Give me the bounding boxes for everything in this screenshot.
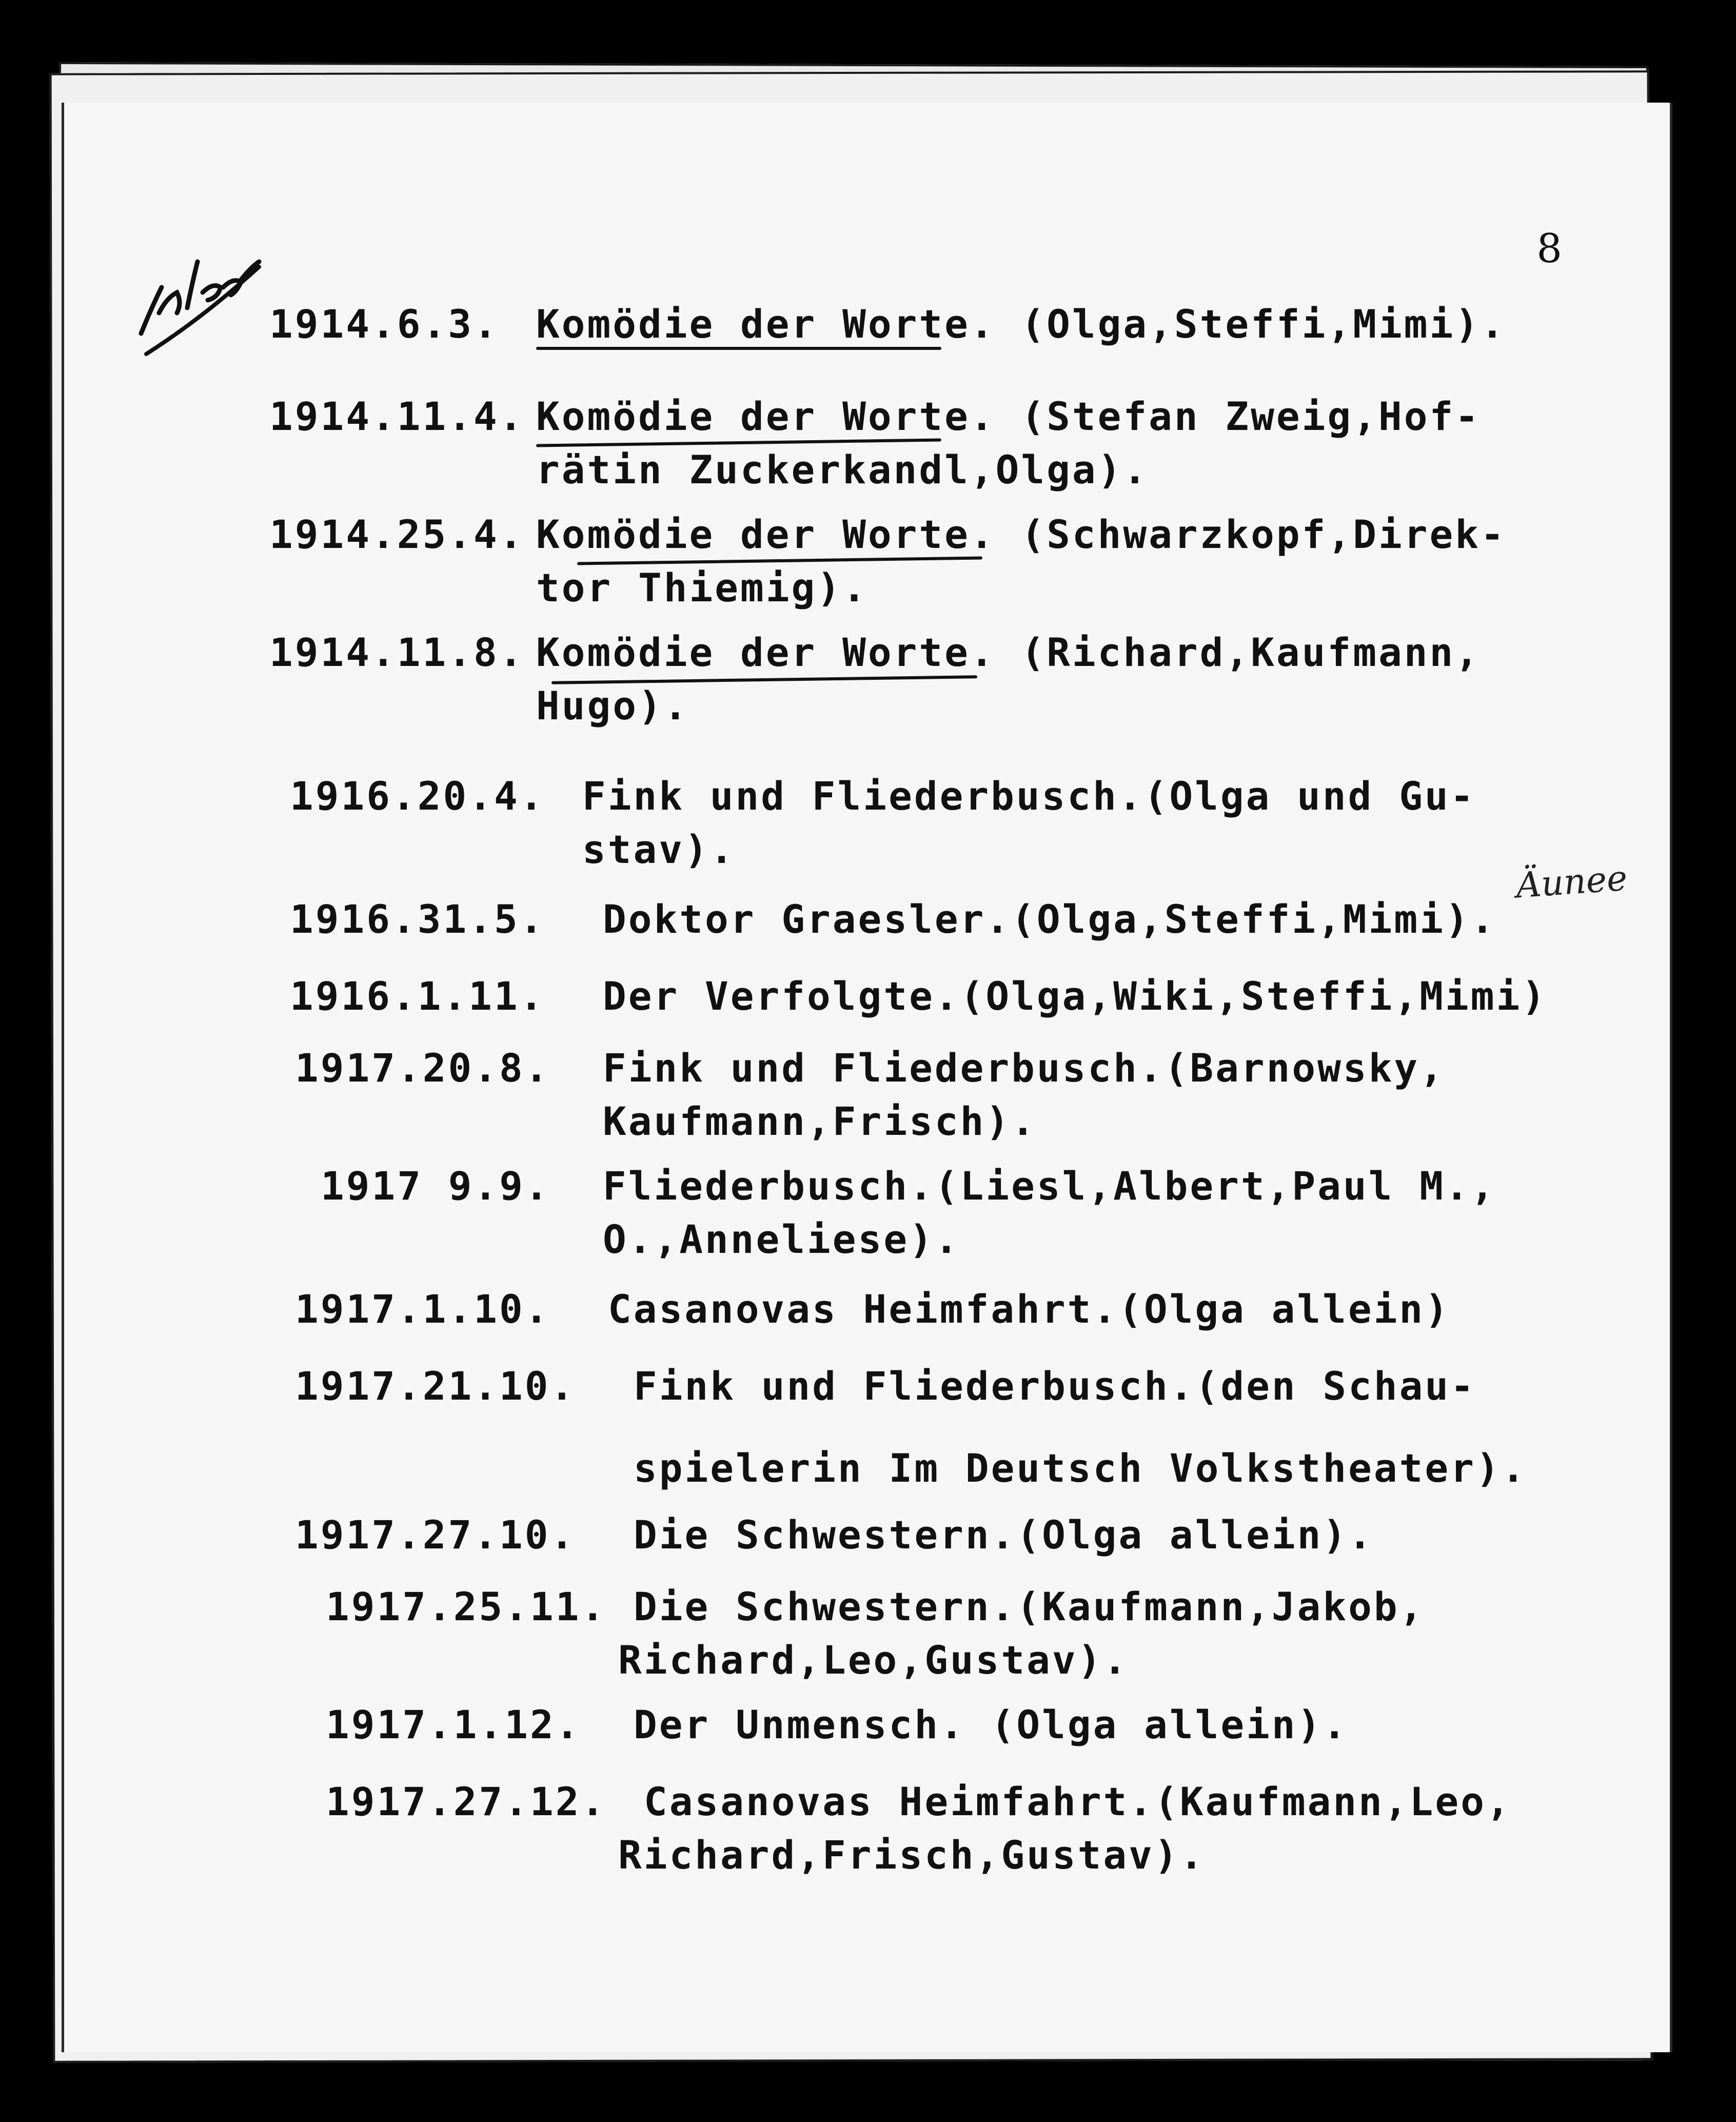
entry-date: 1914.6.3. [269, 301, 499, 347]
entry-text [603, 1042, 1445, 1148]
entry-line: spielerin Im Deutsch Volkstheater). [634, 1445, 1527, 1491]
entry-line: Fink und Fliederbusch.(Olga und Gu- [582, 773, 1476, 819]
entry [326, 1580, 1425, 1683]
entry-text [536, 298, 1506, 351]
entry-line: Die Schwestern.(Kaufmann,Jakob, [634, 1584, 1425, 1629]
entry-text [634, 1360, 1527, 1495]
entry [269, 390, 1481, 493]
entry [290, 770, 1476, 872]
entry-date: 1914.11.8. [269, 630, 525, 675]
entry-line: Komödie der Worte. (Stefan Zweig,Hof- [536, 394, 1481, 439]
entry [295, 1283, 1450, 1336]
typed-page [62, 103, 1672, 2052]
entry-line: tor Thiemig). [536, 565, 868, 611]
entry-text [603, 893, 1496, 946]
entry-text [618, 1775, 1512, 1882]
entry-date: 1917 9.9. [321, 1163, 550, 1209]
entry [290, 970, 1547, 1023]
entry-line: Komödie der Worte. (Richard,Kaufmann, [536, 630, 1481, 675]
entry [290, 893, 1496, 946]
entry-line: Hugo). [536, 683, 689, 729]
entry [295, 1042, 1445, 1144]
entry-line: Der Verfolgte.(Olga,Wiki,Steffi,Mimi) [603, 973, 1547, 1019]
entry-text [603, 970, 1547, 1023]
entry [326, 1775, 1512, 1878]
entry-line: Doktor Graesler.(Olga,Steffi,Mimi). [603, 896, 1496, 942]
entry-line: Richard,Leo,Gustav). [618, 1637, 1129, 1683]
entry-line: Casanovas Heimfahrt.(Kaufmann,Leo, [644, 1779, 1512, 1824]
entry [269, 508, 1506, 611]
entry [269, 626, 1481, 729]
margin-note: Äunee [1514, 858, 1629, 907]
entry-date: 1917.1.10. [295, 1286, 550, 1332]
entry-line: Kaufmann,Frisch). [603, 1098, 1037, 1144]
entry-text [582, 770, 1475, 876]
handwritten-annotation-icon [131, 231, 269, 364]
entry-text [603, 1160, 1496, 1266]
entry-date: 1917.27.12. [326, 1779, 607, 1824]
entry-date: 1917.1.12. [326, 1702, 581, 1747]
entry [295, 1508, 1374, 1562]
entry-line: stav). [582, 827, 736, 872]
entry-date: 1916.31.5. [290, 896, 545, 942]
entry-line: Fliederbusch.(Liesl,Albert,Paul M., [603, 1163, 1496, 1209]
entry-line: O.,Anneliese). [603, 1216, 960, 1262]
entry-date: 1917.25.11. [326, 1584, 607, 1629]
entry-date: 1914.11.4. [269, 394, 525, 439]
entry-date: 1916.20.4. [290, 773, 545, 819]
entry-line: Komödie der Worte. (Schwarzkopf,Direk- [536, 512, 1506, 557]
entry [295, 1360, 1527, 1491]
entry-line: Richard,Frisch,Gustav). [618, 1832, 1206, 1878]
entry-line: Der Unmensch. (Olga allein). [634, 1702, 1349, 1747]
entry-line: Fink und Fliederbusch.(Barnowsky, [603, 1045, 1445, 1091]
entry-text [634, 1508, 1374, 1562]
entry-date: 1917.20.8. [295, 1045, 550, 1091]
entry-text [608, 1283, 1450, 1336]
entry-line: Komödie der Worte. (Olga,Steffi,Mimi). [536, 301, 1506, 347]
title-underline [536, 347, 941, 350]
entry-date: 1916.1.11. [290, 973, 545, 1019]
entry [321, 1160, 1496, 1262]
entry-line: rätin Zuckerkandl,Olga). [536, 447, 1149, 493]
entry-line: Die Schwestern.(Olga allein). [634, 1512, 1374, 1558]
entry-date: 1914.25.4. [269, 512, 525, 557]
entry-text [618, 1580, 1425, 1687]
entry-text [634, 1698, 1348, 1752]
entry [269, 298, 1506, 351]
entry-date: 1917.27.10. [295, 1512, 576, 1558]
entry [326, 1698, 1349, 1752]
page-number: 8 [1536, 226, 1562, 272]
entry-line: Fink und Fliederbusch.(den Schau- [634, 1363, 1476, 1409]
entry-line: Casanovas Heimfahrt.(Olga allein) [608, 1286, 1450, 1332]
entry-date: 1917.21.10. [295, 1363, 576, 1409]
